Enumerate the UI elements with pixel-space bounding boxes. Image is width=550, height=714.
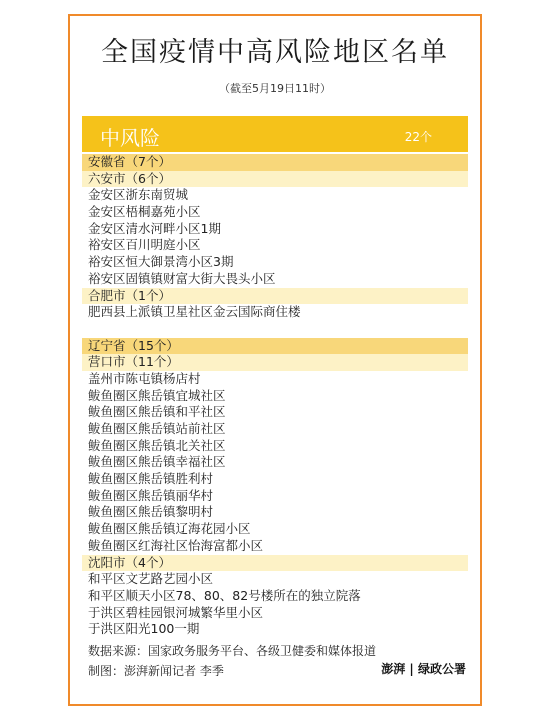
area-list-item: 盖州市陈屯镇杨店村 <box>82 371 468 388</box>
risk-level-label: 中风险 <box>100 126 160 150</box>
area-list-item: 裕安区百川明庭小区 <box>82 237 468 254</box>
city-header: 六安市（6个） <box>82 171 468 188</box>
data-source: 数据来源：国家政务服务平台、各级卫健委和媒体报道 <box>88 644 377 658</box>
city-header: 营口市（11个） <box>82 354 468 371</box>
risk-level-band <box>82 116 468 152</box>
area-list-item: 鲅鱼圈区熊岳镇黎明村 <box>82 504 468 521</box>
area-list-item: 裕安区恒大御景湾小区3期 <box>82 254 468 271</box>
area-list-item: 鲅鱼圈区红海社区怡海富都小区 <box>82 538 468 555</box>
area-list-item: 于洪区碧桂园银河城繁华里小区 <box>82 605 468 622</box>
city-header: 沈阳市（4个） <box>82 555 468 572</box>
risk-level-count: 22个 <box>404 130 432 144</box>
province-header: 安徽省（7个） <box>82 154 468 171</box>
page-subtitle: （截至5月19日11时） <box>219 82 331 95</box>
area-list-item: 鲅鱼圈区熊岳镇站前社区 <box>82 421 468 438</box>
city-header: 合肥市（1个） <box>82 288 468 305</box>
area-list-item: 鲅鱼圈区熊岳镇辽海花园小区 <box>82 521 468 538</box>
page-title: 全国疫情中高风险地区名单 <box>101 37 449 68</box>
footer-notes <box>88 641 376 681</box>
province-header: 辽宁省（15个） <box>82 338 468 355</box>
area-list-item: 肥西县上派镇卫星社区金云国际商住楼 <box>82 304 468 321</box>
area-list-item: 金安区梧桐嘉苑小区 <box>82 204 468 221</box>
area-list-item: 鲅鱼圈区熊岳镇丽华村 <box>82 488 468 505</box>
credit: 制图：澎湃新闻记者 李季 <box>88 664 224 678</box>
brand-logo: 澎湃 | 绿政公署 <box>381 662 466 676</box>
area-list-item: 鲅鱼圈区熊岳镇胜利村 <box>82 471 468 488</box>
area-list-item: 鲅鱼圈区熊岳镇北关社区 <box>82 438 468 455</box>
area-list-item: 鲅鱼圈区熊岳镇宜城社区 <box>82 388 468 405</box>
area-list-item: 鲅鱼圈区熊岳镇幸福社区 <box>82 454 468 471</box>
area-list-item: 金安区浙东南贸城 <box>82 187 468 204</box>
area-list-item: 和平区顺天小区78、80、82号楼所在的独立院落 <box>82 588 468 605</box>
area-list-item: 裕安区固镇镇财富大街大畏头小区 <box>82 271 468 288</box>
poster-frame <box>68 14 482 706</box>
area-list-item: 于洪区阳光100一期 <box>82 621 468 638</box>
area-list-item: 鲅鱼圈区熊岳镇和平社区 <box>82 404 468 421</box>
area-list <box>82 154 468 638</box>
area-list-item: 金安区清水河畔小区1期 <box>82 221 468 238</box>
section-gap <box>82 321 468 338</box>
area-list-item: 和平区文艺路艺园小区 <box>82 571 468 588</box>
